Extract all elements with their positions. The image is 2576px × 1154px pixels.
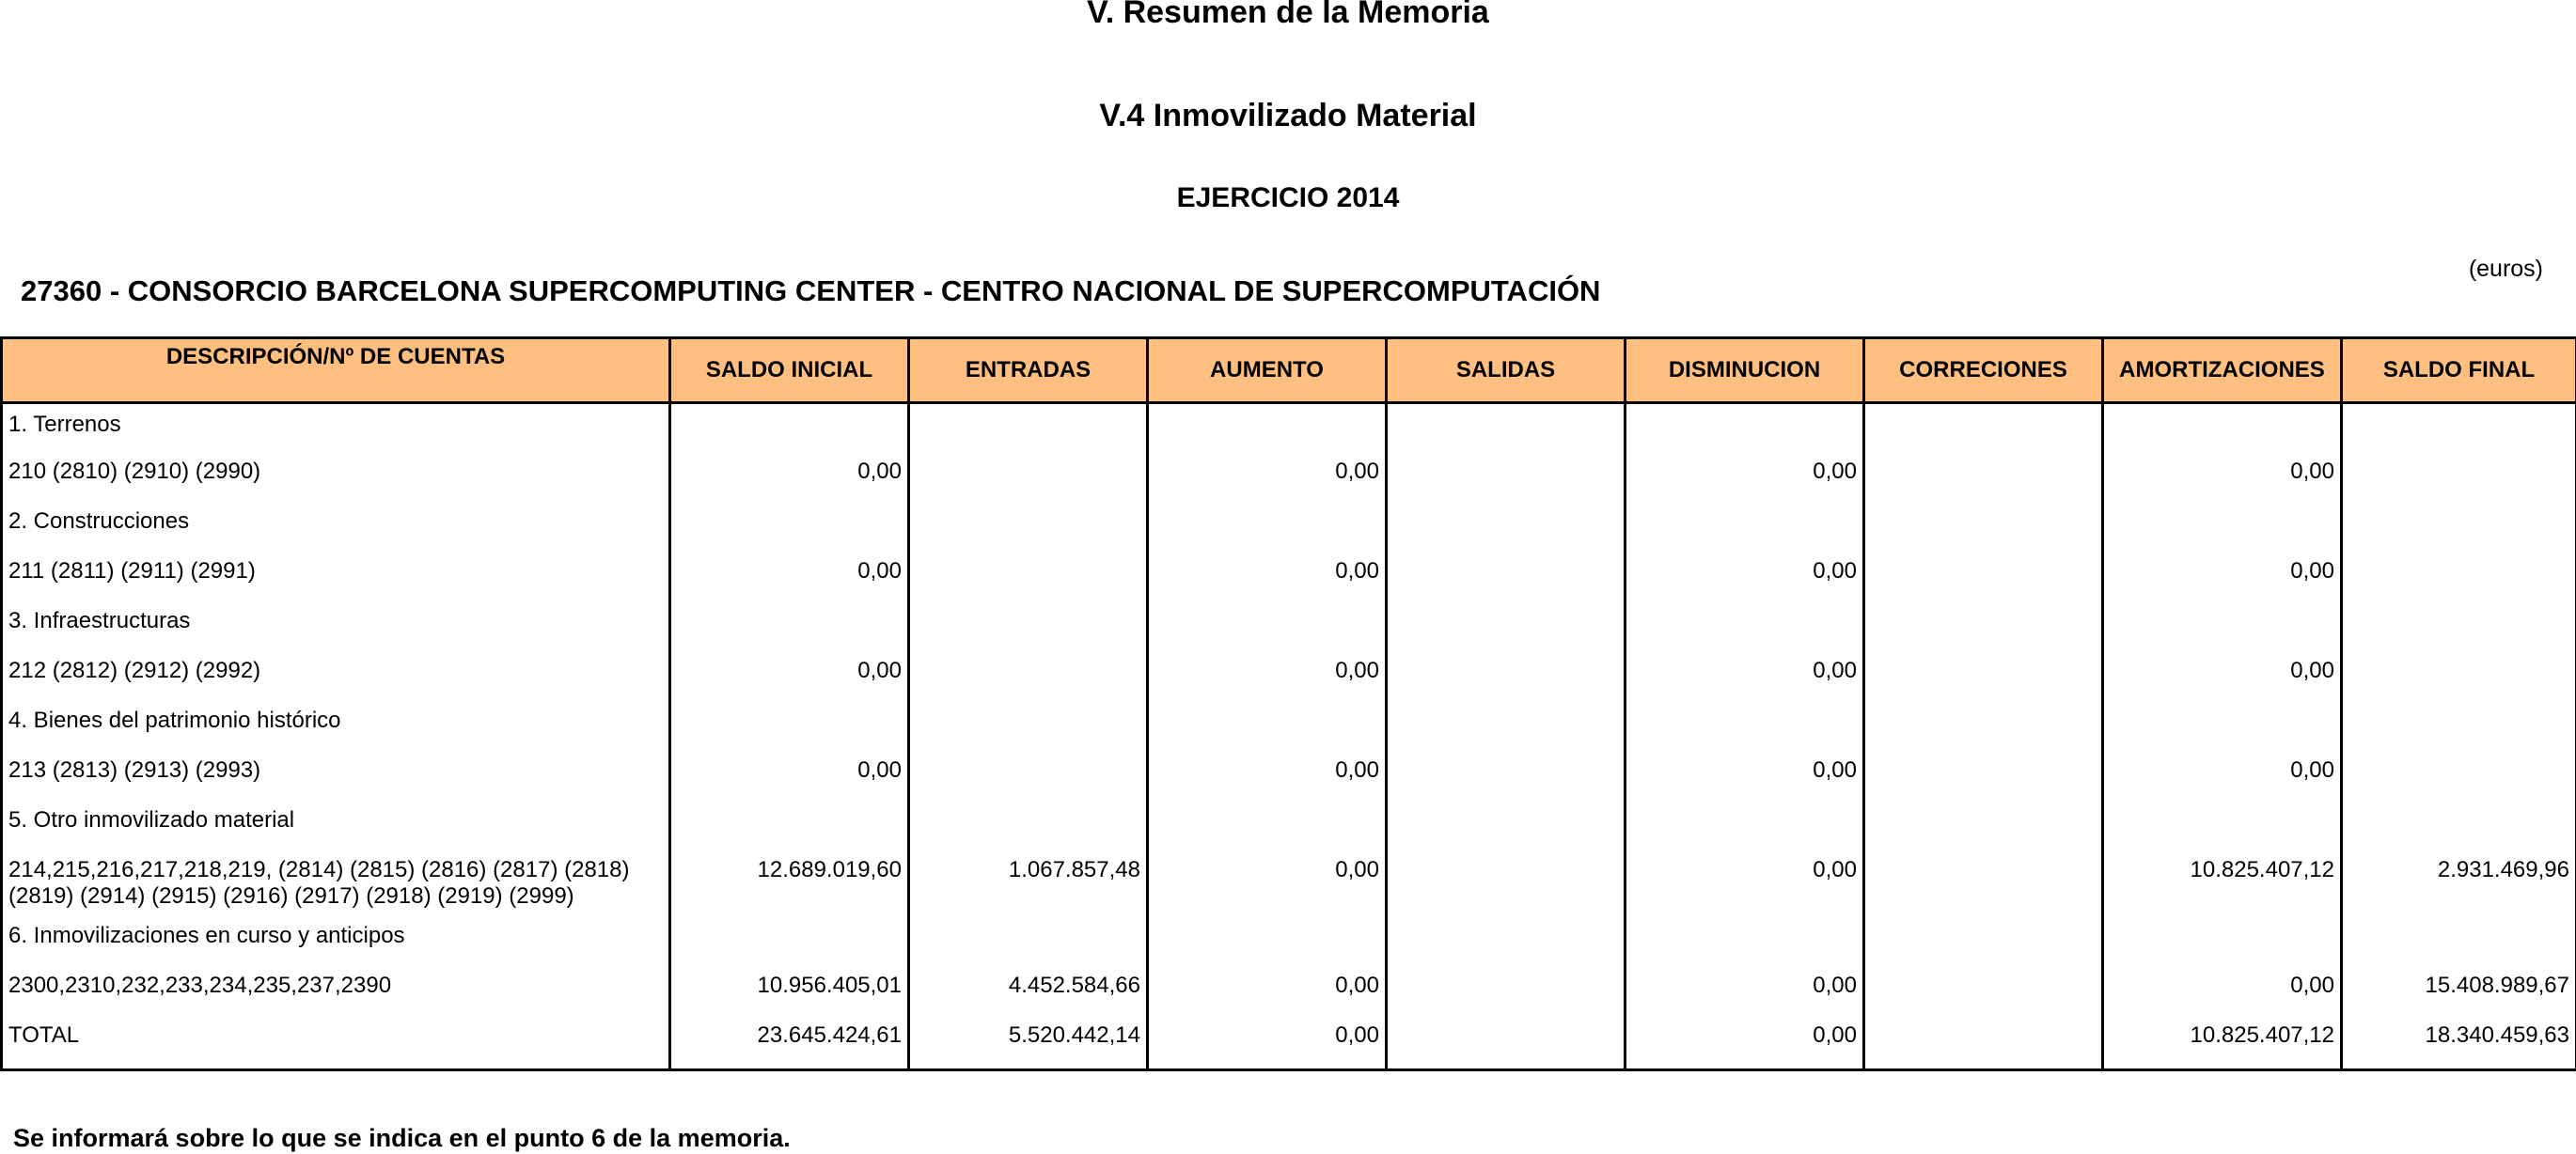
cell-salidas (1387, 553, 1626, 602)
cell-entradas: 1.067.857,48 (909, 851, 1148, 917)
cell-saldo-inicial (670, 503, 909, 553)
column-header-entradas: ENTRADAS (909, 338, 1148, 403)
cell-saldo-inicial (670, 602, 909, 652)
cell-saldo-inicial: 0,00 (670, 453, 909, 503)
column-header-saldo-inicial: SALDO INICIAL (670, 338, 909, 403)
cell-saldo-final (2342, 602, 2576, 652)
cell-saldo-final (2342, 752, 2576, 802)
cell-entradas (909, 917, 1148, 967)
cell-description: TOTAL (2, 1017, 670, 1070)
cell-salidas (1387, 652, 1626, 702)
cell-description: 6. Inmovilizaciones en curso y anticipos (2, 917, 670, 967)
cell-description: 213 (2813) (2913) (2993) (2, 752, 670, 802)
column-header-description: DESCRIPCIÓN/Nº DE CUENTAS (2, 338, 670, 403)
cell-saldo-final (2342, 403, 2576, 453)
table-row (2, 702, 2576, 752)
report-title: V. Resumen de la Memoria (1087, 0, 1489, 30)
cell-description: 2. Construcciones (2, 503, 670, 553)
cell-salidas (1387, 602, 1626, 652)
cell-description: 4. Bienes del patrimonio histórico (2, 702, 670, 752)
cell-amortizaciones (2103, 602, 2342, 652)
cell-amortizaciones (2103, 802, 2342, 851)
cell-aumento (1148, 802, 1387, 851)
cell-saldo-final (2342, 652, 2576, 702)
cell-saldo-final: 15.408.989,67 (2342, 967, 2576, 1017)
cell-correciones (1864, 453, 2103, 503)
cell-disminucion (1626, 403, 1864, 453)
cell-entradas: 4.452.584,66 (909, 967, 1148, 1017)
cell-amortizaciones: 0,00 (2103, 967, 2342, 1017)
cell-saldo-inicial: 10.956.405,01 (670, 967, 909, 1017)
cell-amortizaciones: 0,00 (2103, 453, 2342, 503)
column-header-disminucion: DISMINUCION (1626, 338, 1864, 403)
column-header-salidas: SALIDAS (1387, 338, 1626, 403)
column-header-amortizaciones: AMORTIZACIONES (2103, 338, 2342, 403)
cell-entradas (909, 503, 1148, 553)
table-row (2, 602, 2576, 652)
cell-aumento: 0,00 (1148, 553, 1387, 602)
cell-description: 5. Otro inmovilizado material (2, 802, 670, 851)
cell-disminucion (1626, 917, 1864, 967)
cell-description: 211 (2811) (2911) (2991) (2, 553, 670, 602)
cell-correciones (1864, 702, 2103, 752)
table-row (2, 403, 2576, 453)
cell-saldo-final (2342, 453, 2576, 503)
cell-disminucion (1626, 802, 1864, 851)
table-row (2, 503, 2576, 553)
cell-salidas (1387, 1017, 1626, 1070)
cell-saldo-final: 18.340.459,63 (2342, 1017, 2576, 1070)
cell-correciones (1864, 652, 2103, 702)
cell-entradas (909, 752, 1148, 802)
cell-entradas (909, 553, 1148, 602)
cell-aumento (1148, 602, 1387, 652)
cell-amortizaciones: 10.825.407,12 (2103, 1017, 2342, 1070)
cell-salidas (1387, 403, 1626, 453)
table-row (2, 652, 2576, 702)
cell-description: 212 (2812) (2912) (2992) (2, 652, 670, 702)
cell-entradas (909, 802, 1148, 851)
cell-salidas (1387, 851, 1626, 917)
cell-correciones (1864, 752, 2103, 802)
table-row (2, 453, 2576, 503)
cell-aumento (1148, 702, 1387, 752)
cell-amortizaciones: 10.825.407,12 (2103, 851, 2342, 917)
cell-aumento: 0,00 (1148, 967, 1387, 1017)
cell-correciones (1864, 967, 2103, 1017)
cell-correciones (1864, 553, 2103, 602)
table-header-row (2, 338, 2576, 403)
cell-aumento: 0,00 (1148, 752, 1387, 802)
table-row (2, 752, 2576, 802)
cell-saldo-inicial (670, 802, 909, 851)
cell-disminucion: 0,00 (1626, 553, 1864, 602)
table-body (2, 403, 2576, 1070)
cell-amortizaciones (2103, 503, 2342, 553)
cell-entradas (909, 453, 1148, 503)
cell-amortizaciones: 0,00 (2103, 652, 2342, 702)
fiscal-year: EJERCICIO 2014 (1176, 182, 1400, 213)
cell-disminucion (1626, 702, 1864, 752)
cell-amortizaciones: 0,00 (2103, 752, 2342, 802)
cell-disminucion (1626, 602, 1864, 652)
cell-saldo-inicial (670, 917, 909, 967)
cell-disminucion: 0,00 (1626, 453, 1864, 503)
cell-disminucion (1626, 503, 1864, 553)
cell-saldo-inicial: 0,00 (670, 752, 909, 802)
entity-name: 27360 - CONSORCIO BARCELONA SUPERCOMPUTING CENTER - CENTRO NACIONAL DE SUPERCOMPUTACIÓN (21, 274, 1601, 307)
cell-saldo-inicial: 23.645.424,61 (670, 1017, 909, 1070)
cell-entradas (909, 652, 1148, 702)
cell-salidas (1387, 917, 1626, 967)
cell-description: 2300,2310,232,233,234,235,237,2390 (2, 967, 670, 1017)
cell-salidas (1387, 702, 1626, 752)
cell-description: 210 (2810) (2910) (2990) (2, 453, 670, 503)
cell-saldo-final (2342, 802, 2576, 851)
cell-correciones (1864, 851, 2103, 917)
cell-salidas (1387, 802, 1626, 851)
cell-saldo-inicial: 12.689.019,60 (670, 851, 909, 917)
cell-salidas (1387, 503, 1626, 553)
cell-saldo-final (2342, 553, 2576, 602)
column-header-correciones: CORRECIONES (1864, 338, 2103, 403)
cell-aumento (1148, 917, 1387, 967)
cell-amortizaciones (2103, 702, 2342, 752)
cell-entradas: 5.520.442,14 (909, 1017, 1148, 1070)
report-subtitle: V.4 Inmovilizado Material (1099, 98, 1477, 133)
cell-salidas (1387, 752, 1626, 802)
cell-correciones (1864, 917, 2103, 967)
cell-amortizaciones: 0,00 (2103, 553, 2342, 602)
table-row (2, 967, 2576, 1017)
cell-amortizaciones (2103, 403, 2342, 453)
cell-salidas (1387, 967, 1626, 1017)
cell-aumento: 0,00 (1148, 851, 1387, 917)
fixed-assets-table (0, 336, 2576, 1071)
column-header-saldo-final: SALDO FINAL (2342, 338, 2576, 403)
cell-aumento (1148, 503, 1387, 553)
cell-correciones (1864, 403, 2103, 453)
table-row (2, 1017, 2576, 1070)
cell-aumento (1148, 403, 1387, 453)
cell-description: 214,215,216,217,218,219, (2814) (2815) (2816) (2817) (2818) (2819) (2914) (2915) (2916) (2917) (2918) (2919) (2999) (2, 851, 670, 917)
cell-entradas (909, 403, 1148, 453)
cell-saldo-final (2342, 702, 2576, 752)
table-row (2, 553, 2576, 602)
cell-saldo-inicial (670, 702, 909, 752)
cell-entradas (909, 602, 1148, 652)
table-row (2, 917, 2576, 967)
cell-saldo-inicial: 0,00 (670, 553, 909, 602)
cell-disminucion: 0,00 (1626, 851, 1864, 917)
cell-saldo-inicial (670, 403, 909, 453)
cell-correciones (1864, 503, 2103, 553)
cell-saldo-final (2342, 917, 2576, 967)
cell-aumento: 0,00 (1148, 453, 1387, 503)
cell-disminucion: 0,00 (1626, 652, 1864, 702)
cell-correciones (1864, 1017, 2103, 1070)
cell-correciones (1864, 602, 2103, 652)
cell-aumento: 0,00 (1148, 1017, 1387, 1070)
cell-amortizaciones (2103, 917, 2342, 967)
table-row (2, 851, 2576, 917)
footnote: Se informará sobre lo que se indica en el punto 6 de la memoria. (13, 1124, 791, 1152)
cell-aumento: 0,00 (1148, 652, 1387, 702)
cell-description: 1. Terrenos (2, 403, 670, 453)
cell-saldo-final: 2.931.469,96 (2342, 851, 2576, 917)
cell-saldo-final (2342, 503, 2576, 553)
cell-entradas (909, 702, 1148, 752)
cell-disminucion: 0,00 (1626, 752, 1864, 802)
cell-description: 3. Infraestructuras (2, 602, 670, 652)
cell-saldo-inicial: 0,00 (670, 652, 909, 702)
column-header-aumento: AUMENTO (1148, 338, 1387, 403)
cell-salidas (1387, 453, 1626, 503)
cell-disminucion: 0,00 (1626, 1017, 1864, 1070)
table-row (2, 802, 2576, 851)
cell-disminucion: 0,00 (1626, 967, 1864, 1017)
cell-correciones (1864, 802, 2103, 851)
currency-units: (euros) (2468, 256, 2543, 282)
